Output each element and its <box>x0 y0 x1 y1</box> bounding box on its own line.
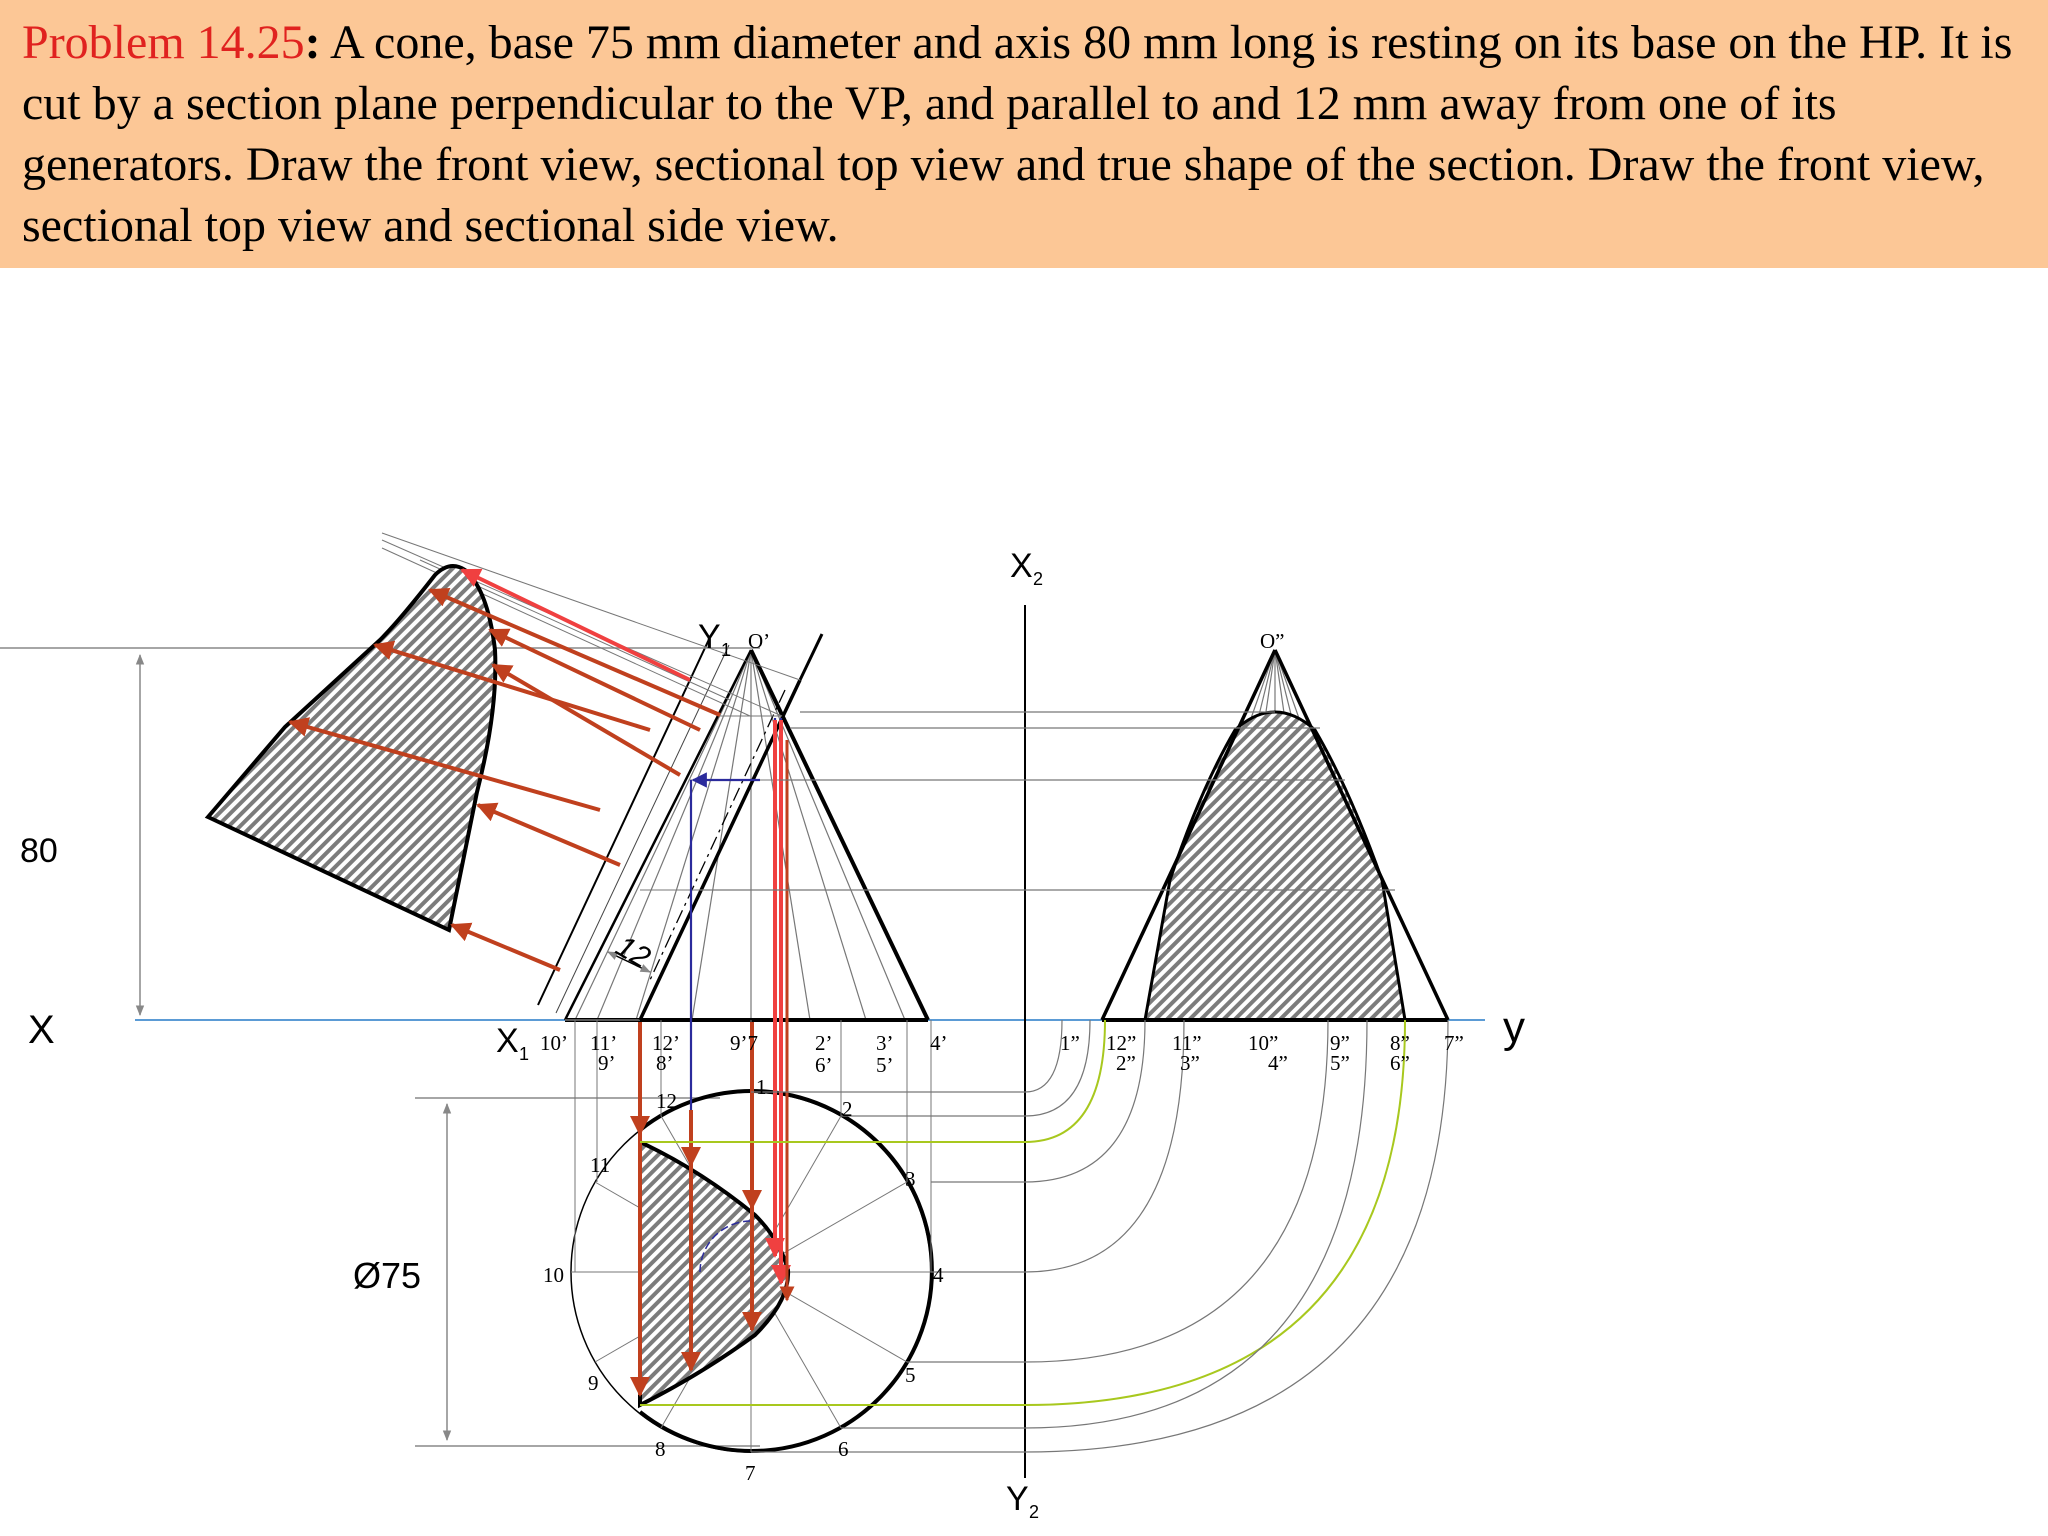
sv-label-5: 5” <box>1330 1051 1350 1075</box>
transfer-arc <box>640 1020 1105 1142</box>
tv-label-1: 1 <box>756 1075 767 1099</box>
dim-75-label: Ø75 <box>353 1255 422 1296</box>
front-base-labels <box>540 1031 948 1077</box>
problem-id: Problem 14.25 <box>22 16 305 69</box>
generator <box>751 650 866 1020</box>
front-apex-label: O’ <box>748 629 771 653</box>
tv-label-6: 6 <box>838 1437 849 1461</box>
tv-label-7: 7 <box>745 1461 756 1485</box>
fv-label-8: 8’ <box>656 1051 674 1075</box>
true-shape-region <box>208 566 495 930</box>
tv-label-11: 11 <box>590 1153 611 1177</box>
fv-label-11: 11’ <box>590 1031 618 1055</box>
sv-label-6: 6” <box>1390 1051 1410 1075</box>
x-label: X <box>28 1008 55 1052</box>
sv-label-10: 10” <box>1248 1031 1279 1055</box>
sv-label-7: 7” <box>1444 1031 1464 1055</box>
fv-label-10: 10’ <box>540 1031 568 1055</box>
sv-label-9: 9” <box>1330 1031 1350 1055</box>
cone-right-edge <box>751 650 928 1020</box>
tv-label-12: 12 <box>656 1089 677 1113</box>
engineering-drawing <box>0 268 2048 1536</box>
parallel-offset-line <box>650 690 785 980</box>
sv-label-4: 4” <box>1268 1051 1288 1075</box>
fv-label-6: 6’ <box>815 1053 833 1077</box>
problem-banner <box>0 0 2048 268</box>
tv-label-10: 10 <box>543 1263 564 1287</box>
transfer-arc <box>751 1020 1448 1452</box>
side-base-labels <box>1060 1031 1464 1075</box>
generator <box>575 650 751 1020</box>
x2-sub: 2 <box>1033 569 1044 589</box>
y2-label: Y <box>1006 1480 1029 1518</box>
top-section-region <box>640 1142 788 1405</box>
fv-label-97: 9’7 <box>730 1031 758 1055</box>
dim-12-label: 12 <box>610 929 656 975</box>
section-transfer-arrow <box>493 665 680 775</box>
sv-label-1: 1” <box>1060 1031 1080 1055</box>
tv-label-9: 9 <box>588 1371 599 1395</box>
y1-sub: 1 <box>721 640 732 660</box>
section-transfer-arrow <box>478 805 620 865</box>
side-apex-label: O” <box>1260 629 1285 653</box>
fv-label-12: 12’ <box>652 1031 680 1055</box>
sv-label-2: 2” <box>1116 1051 1136 1075</box>
x2-label: X <box>1010 547 1033 585</box>
section-transfer-arrow <box>452 925 560 970</box>
fv-label-4: 4’ <box>930 1031 948 1055</box>
problem-statement: A cone, base 75 mm diameter and axis 80 mm long is resting on its base on the HP. It is cut by a section plane perpendicular to the VP, and parallel to and 12 mm away from one of its generators. Draw the front view, sectional top view and true shape of the section. Draw the front view, sectional top view and sectional side view. <box>22 16 2013 252</box>
transfer-arc <box>931 1020 1184 1272</box>
fv-label-3: 3’ <box>876 1031 894 1055</box>
sv-label-12: 12” <box>1106 1031 1137 1055</box>
problem-colon: : <box>304 16 321 69</box>
fv-label-2: 2’ <box>815 1031 833 1055</box>
dim-80-label: 80 <box>20 832 58 870</box>
sv-label-11: 11” <box>1172 1031 1202 1055</box>
cone-left-edge <box>565 650 751 1020</box>
tv-label-3: 3 <box>905 1167 916 1191</box>
fv-label-9: 9’ <box>598 1051 616 1075</box>
side-view <box>1102 650 1448 1020</box>
y2-sub: 2 <box>1029 1502 1040 1522</box>
tv-label-8: 8 <box>655 1437 666 1461</box>
y-label: y <box>1503 1003 1525 1052</box>
section-plane-trace-extension <box>800 634 822 680</box>
fv-label-5: 5’ <box>876 1053 894 1077</box>
x1-sub: 1 <box>519 1044 530 1064</box>
sv-label-8: 8” <box>1390 1031 1410 1055</box>
side-section-region <box>1145 712 1405 1020</box>
tv-label-4: 4 <box>933 1263 944 1287</box>
sv-label-3: 3” <box>1180 1051 1200 1075</box>
tv-label-5: 5 <box>905 1363 916 1387</box>
tv-label-2: 2 <box>842 1097 853 1121</box>
x1-label: X <box>496 1022 519 1060</box>
y1-label: Y <box>698 618 721 656</box>
true-shape-section <box>208 533 800 970</box>
